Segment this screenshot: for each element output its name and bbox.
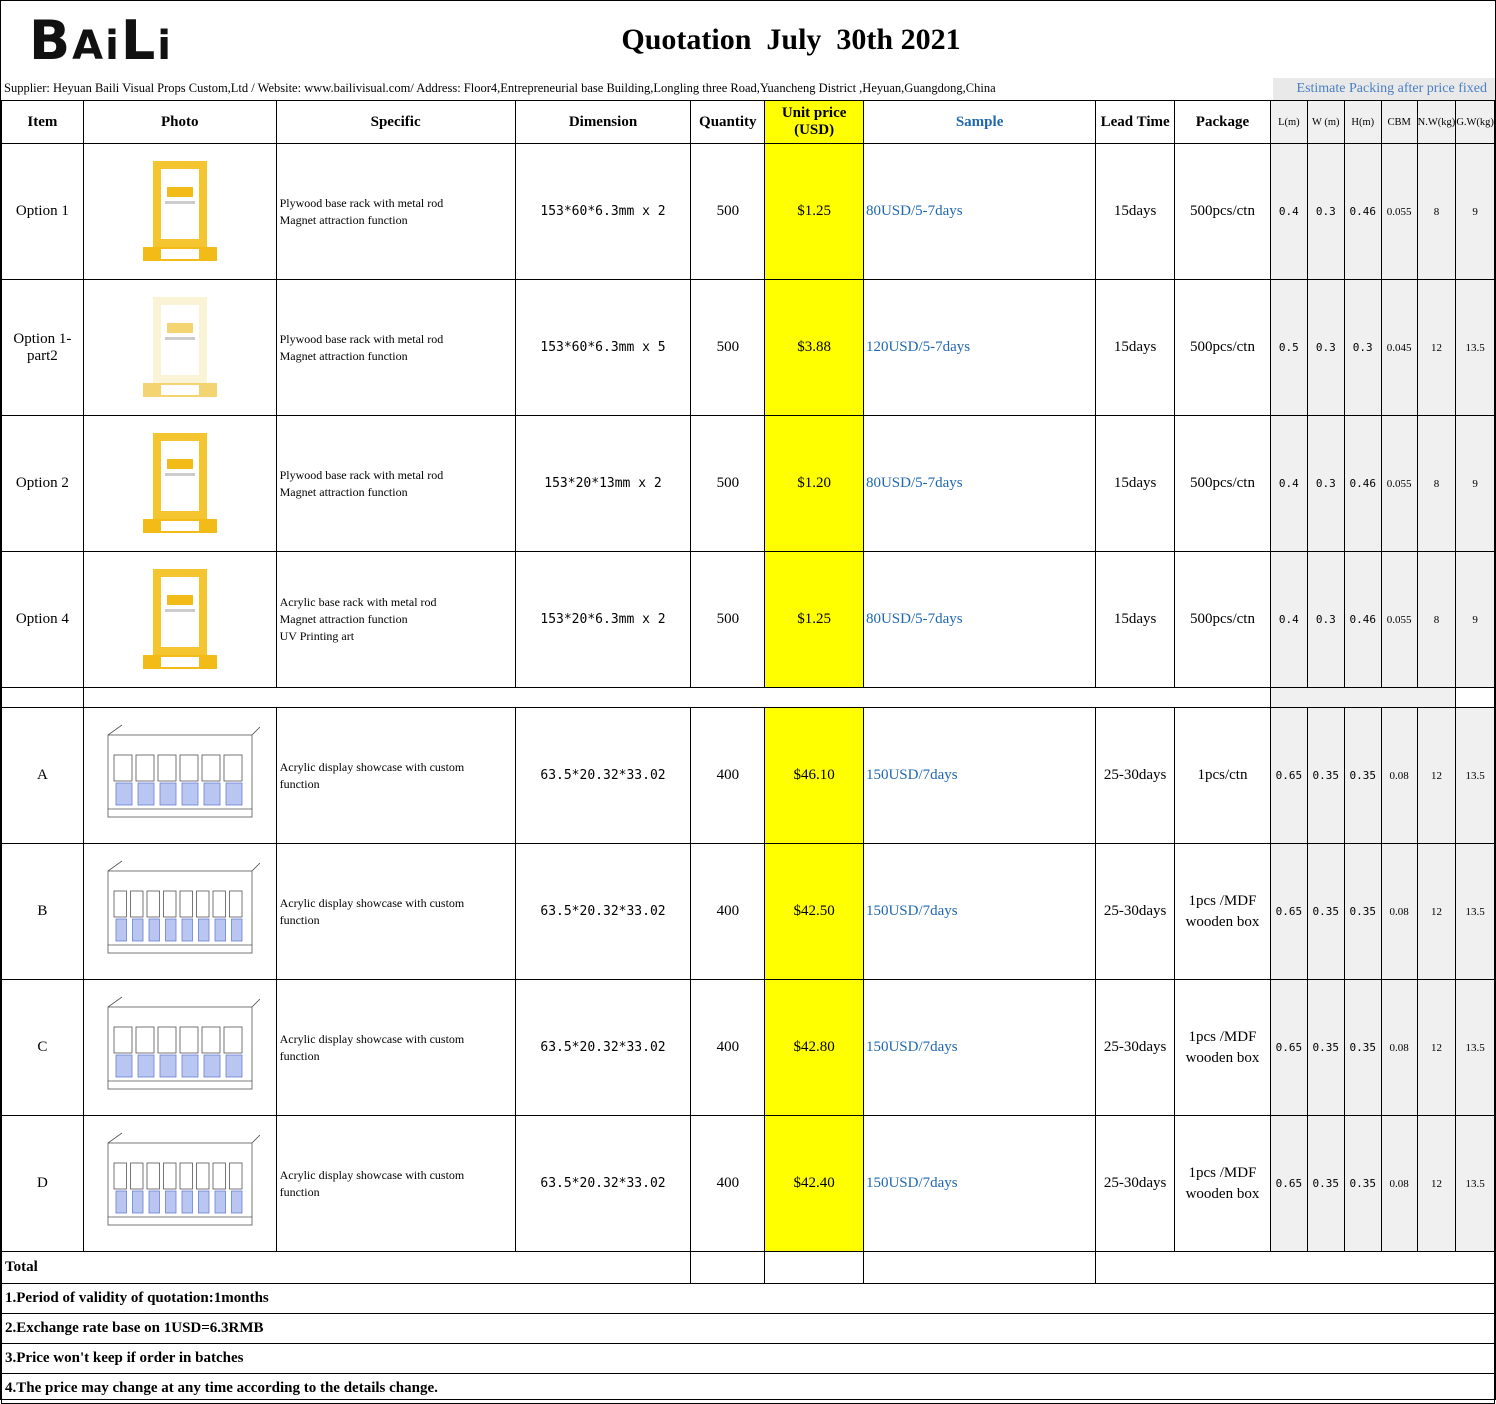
header-unit-price: Unit price (USD) bbox=[765, 101, 864, 144]
cbm-cell: 0.08 bbox=[1381, 844, 1417, 980]
text-line: wooden box bbox=[1185, 913, 1260, 930]
sample-cell: 80USD/5-7days bbox=[863, 552, 1095, 688]
specific-cell bbox=[276, 280, 515, 416]
lead-time-cell: 15days bbox=[1096, 280, 1175, 416]
gross-weight-cell: 9 bbox=[1456, 552, 1495, 688]
cbm-cell: 0.08 bbox=[1381, 708, 1417, 844]
note-row bbox=[2, 1374, 1495, 1404]
photo-cell bbox=[83, 552, 276, 688]
net-weight-cell: 12 bbox=[1417, 980, 1456, 1116]
text-line: Acrylic display showcase with custom bbox=[279, 895, 465, 910]
item-cell: Option 4 bbox=[2, 552, 84, 688]
text-line: wooden box bbox=[1185, 1185, 1260, 1202]
dimension-cell: 63.5*20.32*33.02 bbox=[515, 708, 691, 844]
table-row bbox=[2, 144, 1495, 280]
dimension-cell: 153*60*6.3mm x 2 bbox=[515, 144, 691, 280]
table-row bbox=[2, 844, 1495, 980]
package-cell bbox=[1175, 980, 1271, 1116]
width-cell: 0.3 bbox=[1307, 552, 1344, 688]
photo-cell bbox=[83, 144, 276, 280]
text-line: Magnet attraction function bbox=[279, 348, 408, 363]
sample-cell: 150USD/7days bbox=[863, 1116, 1095, 1252]
header-net-weight: N.W(kg) bbox=[1417, 101, 1456, 144]
length-cell: 0.4 bbox=[1270, 144, 1307, 280]
header-lead-time: Lead Time bbox=[1096, 101, 1175, 144]
net-weight-cell: 8 bbox=[1417, 144, 1456, 280]
spacer-row bbox=[2, 688, 1495, 708]
item-cell: D bbox=[2, 1116, 84, 1252]
product-photo bbox=[84, 280, 276, 415]
text-line: Plywood base rack with metal rod bbox=[279, 331, 444, 346]
package-cell bbox=[1175, 708, 1271, 844]
width-cell: 0.35 bbox=[1307, 980, 1344, 1116]
quotation-table bbox=[1, 100, 1495, 1404]
package-cell bbox=[1175, 280, 1271, 416]
gross-weight-cell: 13.5 bbox=[1456, 280, 1495, 416]
spacer-cell bbox=[2, 688, 84, 708]
height-cell: 0.35 bbox=[1344, 980, 1381, 1116]
gross-weight-cell: 13.5 bbox=[1456, 1116, 1495, 1252]
length-cell: 0.65 bbox=[1270, 1116, 1307, 1252]
text-line: 1pcs/ctn bbox=[1197, 767, 1248, 783]
lead-time-cell: 25-30days bbox=[1096, 980, 1175, 1116]
unit-price-cell: $42.40 bbox=[765, 1116, 864, 1252]
table-row bbox=[2, 980, 1495, 1116]
baili-logo: B Ai L i bbox=[29, 9, 173, 72]
sample-cell: 150USD/7days bbox=[863, 844, 1095, 980]
photo-cell bbox=[83, 980, 276, 1116]
height-cell: 0.35 bbox=[1344, 1116, 1381, 1252]
header-photo: Photo bbox=[83, 101, 276, 144]
lead-time-cell: 15days bbox=[1096, 416, 1175, 552]
dimension-cell: 153*20*13mm x 2 bbox=[515, 416, 691, 552]
width-cell: 0.3 bbox=[1307, 416, 1344, 552]
spacer-cell bbox=[1270, 688, 1455, 708]
sample-cell: 150USD/7days bbox=[863, 980, 1095, 1116]
table-row bbox=[2, 1116, 1495, 1252]
header-height: H(m) bbox=[1344, 101, 1381, 144]
item-cell: A bbox=[2, 708, 84, 844]
header-cbm: CBM bbox=[1381, 101, 1417, 144]
text-line: 500pcs/ctn bbox=[1189, 611, 1255, 627]
photo-cell bbox=[83, 416, 276, 552]
table-row bbox=[2, 280, 1495, 416]
item-cell: Option 1-part2 bbox=[2, 280, 84, 416]
note-text: 2.Exchange rate base on 1USD=6.3RMB bbox=[2, 1314, 1495, 1344]
note-row bbox=[2, 1284, 1495, 1314]
net-weight-cell: 12 bbox=[1417, 1116, 1456, 1252]
table-row bbox=[2, 708, 1495, 844]
photo-cell bbox=[83, 1116, 276, 1252]
total-label: Total bbox=[2, 1252, 691, 1284]
cbm-cell: 0.045 bbox=[1381, 280, 1417, 416]
quantity-cell: 400 bbox=[691, 844, 765, 980]
quantity-cell: 400 bbox=[691, 980, 765, 1116]
note-text: 4.The price may change at any time according to the details change. bbox=[2, 1374, 1495, 1404]
product-photo bbox=[84, 144, 276, 279]
text-line: Acrylic display showcase with custom bbox=[279, 1031, 465, 1046]
note-row bbox=[2, 1314, 1495, 1344]
lead-time-cell: 25-30days bbox=[1096, 708, 1175, 844]
dimension-cell: 63.5*20.32*33.02 bbox=[515, 980, 691, 1116]
lead-time-cell: 15days bbox=[1096, 552, 1175, 688]
package-cell bbox=[1175, 1116, 1271, 1252]
gross-weight-cell: 9 bbox=[1456, 416, 1495, 552]
width-cell: 0.3 bbox=[1307, 144, 1344, 280]
text-line: UV Printing art bbox=[279, 629, 355, 643]
spacer-cell bbox=[83, 688, 1270, 708]
total-sample bbox=[863, 1252, 1095, 1284]
text-line: wooden box bbox=[1185, 1049, 1260, 1066]
quantity-cell: 500 bbox=[691, 144, 765, 280]
dimension-cell: 63.5*20.32*33.02 bbox=[515, 1116, 691, 1252]
quantity-cell: 400 bbox=[691, 708, 765, 844]
sample-cell: 80USD/5-7days bbox=[863, 144, 1095, 280]
specific-cell bbox=[276, 980, 515, 1116]
header-specific: Specific bbox=[276, 101, 515, 144]
estimate-packing-label: Estimate Packing after price fixed bbox=[1273, 78, 1495, 100]
text-line: 1pcs /MDF bbox=[1188, 1028, 1257, 1045]
width-cell: 0.3 bbox=[1307, 280, 1344, 416]
dimension-cell: 153*20*6.3mm x 2 bbox=[515, 552, 691, 688]
height-cell: 0.3 bbox=[1344, 280, 1381, 416]
text-line: Magnet attraction function bbox=[279, 612, 408, 626]
item-cell: B bbox=[2, 844, 84, 980]
dimension-cell: 63.5*20.32*33.02 bbox=[515, 844, 691, 980]
unit-price-cell: $1.25 bbox=[765, 144, 864, 280]
text-line: 1pcs /MDF bbox=[1188, 1164, 1257, 1181]
product-photo bbox=[84, 1116, 276, 1251]
product-photo bbox=[84, 552, 276, 687]
text-line: 500pcs/ctn bbox=[1189, 203, 1255, 219]
net-weight-cell: 12 bbox=[1417, 280, 1456, 416]
text-line: Acrylic display showcase with custom bbox=[279, 1167, 465, 1182]
text-line: Acrylic display showcase with custom bbox=[279, 759, 465, 774]
quantity-cell: 500 bbox=[691, 416, 765, 552]
height-cell: 0.46 bbox=[1344, 552, 1381, 688]
specific-cell bbox=[276, 1116, 515, 1252]
cbm-cell: 0.055 bbox=[1381, 144, 1417, 280]
note-text: 3.Price won't keep if order in batches bbox=[2, 1344, 1495, 1374]
product-photo bbox=[84, 980, 276, 1115]
cbm-cell: 0.055 bbox=[1381, 552, 1417, 688]
net-weight-cell: 12 bbox=[1417, 708, 1456, 844]
unit-price-cell: $46.10 bbox=[765, 708, 864, 844]
text-line: Magnet attraction function bbox=[279, 484, 408, 499]
length-cell: 0.65 bbox=[1270, 980, 1307, 1116]
product-photo bbox=[84, 844, 276, 979]
cbm-cell: 0.055 bbox=[1381, 416, 1417, 552]
package-cell bbox=[1175, 552, 1271, 688]
total-rest bbox=[1096, 1252, 1495, 1284]
table-row bbox=[2, 552, 1495, 688]
product-photo bbox=[84, 708, 276, 843]
package-cell bbox=[1175, 144, 1271, 280]
header-length: L(m) bbox=[1270, 101, 1307, 144]
text-line: Acrylic base rack with metal rod bbox=[279, 595, 437, 609]
gross-weight-cell: 13.5 bbox=[1456, 708, 1495, 844]
note-text: 1.Period of validity of quotation:1months bbox=[2, 1284, 1495, 1314]
text-line: Plywood base rack with metal rod bbox=[279, 467, 444, 482]
text-line: 1pcs /MDF bbox=[1188, 892, 1257, 909]
net-weight-cell: 8 bbox=[1417, 416, 1456, 552]
header-sample: Sample bbox=[863, 101, 1095, 144]
dimension-cell: 153*60*6.3mm x 5 bbox=[515, 280, 691, 416]
length-cell: 0.5 bbox=[1270, 280, 1307, 416]
gross-weight-cell: 13.5 bbox=[1456, 980, 1495, 1116]
gross-weight-cell: 9 bbox=[1456, 144, 1495, 280]
length-cell: 0.65 bbox=[1270, 844, 1307, 980]
length-cell: 0.4 bbox=[1270, 552, 1307, 688]
item-cell: Option 2 bbox=[2, 416, 84, 552]
header-gross-weight: G.W(kg) bbox=[1456, 101, 1495, 144]
height-cell: 0.35 bbox=[1344, 844, 1381, 980]
gross-weight-cell: 13.5 bbox=[1456, 844, 1495, 980]
cbm-cell: 0.08 bbox=[1381, 980, 1417, 1116]
supplier-line: Supplier: Heyuan Baili Visual Props Custom,Ltd / Website: www.bailivisual.com/ Address: Floor4,Entrepreneurial base Building,Longling three Road,Yuancheng District ,Heyuan,Guangdong,China bbox=[4, 81, 996, 95]
lead-time-cell: 25-30days bbox=[1096, 844, 1175, 980]
text-line: Plywood base rack with metal rod bbox=[279, 195, 444, 210]
length-cell: 0.4 bbox=[1270, 416, 1307, 552]
spacer-cell bbox=[1456, 688, 1495, 708]
text-line: function bbox=[279, 1048, 320, 1063]
lead-time-cell: 15days bbox=[1096, 144, 1175, 280]
header-dimension: Dimension bbox=[515, 101, 691, 144]
height-cell: 0.46 bbox=[1344, 416, 1381, 552]
photo-cell bbox=[83, 844, 276, 980]
note-row bbox=[2, 1344, 1495, 1374]
header-item: Item bbox=[2, 101, 84, 144]
unit-price-cell: $42.50 bbox=[765, 844, 864, 980]
text-line: function bbox=[279, 912, 320, 927]
total-row bbox=[2, 1252, 1495, 1284]
quantity-cell: 400 bbox=[691, 1116, 765, 1252]
width-cell: 0.35 bbox=[1307, 844, 1344, 980]
sample-cell: 120USD/5-7days bbox=[863, 280, 1095, 416]
sample-cell: 150USD/7days bbox=[863, 708, 1095, 844]
text-line: Magnet attraction function bbox=[279, 212, 408, 227]
text-line: 500pcs/ctn bbox=[1189, 475, 1255, 491]
page-title: Quotation July 30th 2021 bbox=[621, 23, 961, 56]
length-cell: 0.65 bbox=[1270, 708, 1307, 844]
net-weight-cell: 8 bbox=[1417, 552, 1456, 688]
table-row bbox=[2, 416, 1495, 552]
sample-cell: 80USD/5-7days bbox=[863, 416, 1095, 552]
header-package: Package bbox=[1175, 101, 1271, 144]
width-cell: 0.35 bbox=[1307, 1116, 1344, 1252]
header-row bbox=[2, 101, 1495, 144]
width-cell: 0.35 bbox=[1307, 708, 1344, 844]
specific-cell bbox=[276, 552, 515, 688]
total-quantity bbox=[691, 1252, 765, 1284]
specific-cell bbox=[276, 144, 515, 280]
specific-cell bbox=[276, 708, 515, 844]
unit-price-cell: $42.80 bbox=[765, 980, 864, 1116]
height-cell: 0.35 bbox=[1344, 708, 1381, 844]
net-weight-cell: 12 bbox=[1417, 844, 1456, 980]
total-price bbox=[765, 1252, 864, 1284]
header-width: W (m) bbox=[1307, 101, 1344, 144]
text-line: function bbox=[279, 776, 320, 791]
cbm-cell: 0.08 bbox=[1381, 1116, 1417, 1252]
product-photo bbox=[84, 416, 276, 551]
package-cell bbox=[1175, 416, 1271, 552]
quantity-cell: 500 bbox=[691, 552, 765, 688]
photo-cell bbox=[83, 280, 276, 416]
item-cell: Option 1 bbox=[2, 144, 84, 280]
specific-cell bbox=[276, 844, 515, 980]
text-line: function bbox=[279, 1184, 320, 1199]
unit-price-cell: $1.25 bbox=[765, 552, 864, 688]
lead-time-cell: 25-30days bbox=[1096, 1116, 1175, 1252]
unit-price-cell: $3.88 bbox=[765, 280, 864, 416]
package-cell bbox=[1175, 844, 1271, 980]
header-quantity: Quantity bbox=[691, 101, 765, 144]
photo-cell bbox=[83, 708, 276, 844]
text-line: 500pcs/ctn bbox=[1189, 339, 1255, 355]
item-cell: C bbox=[2, 980, 84, 1116]
height-cell: 0.46 bbox=[1344, 144, 1381, 280]
specific-cell bbox=[276, 416, 515, 552]
unit-price-cell: $1.20 bbox=[765, 416, 864, 552]
quantity-cell: 500 bbox=[691, 280, 765, 416]
